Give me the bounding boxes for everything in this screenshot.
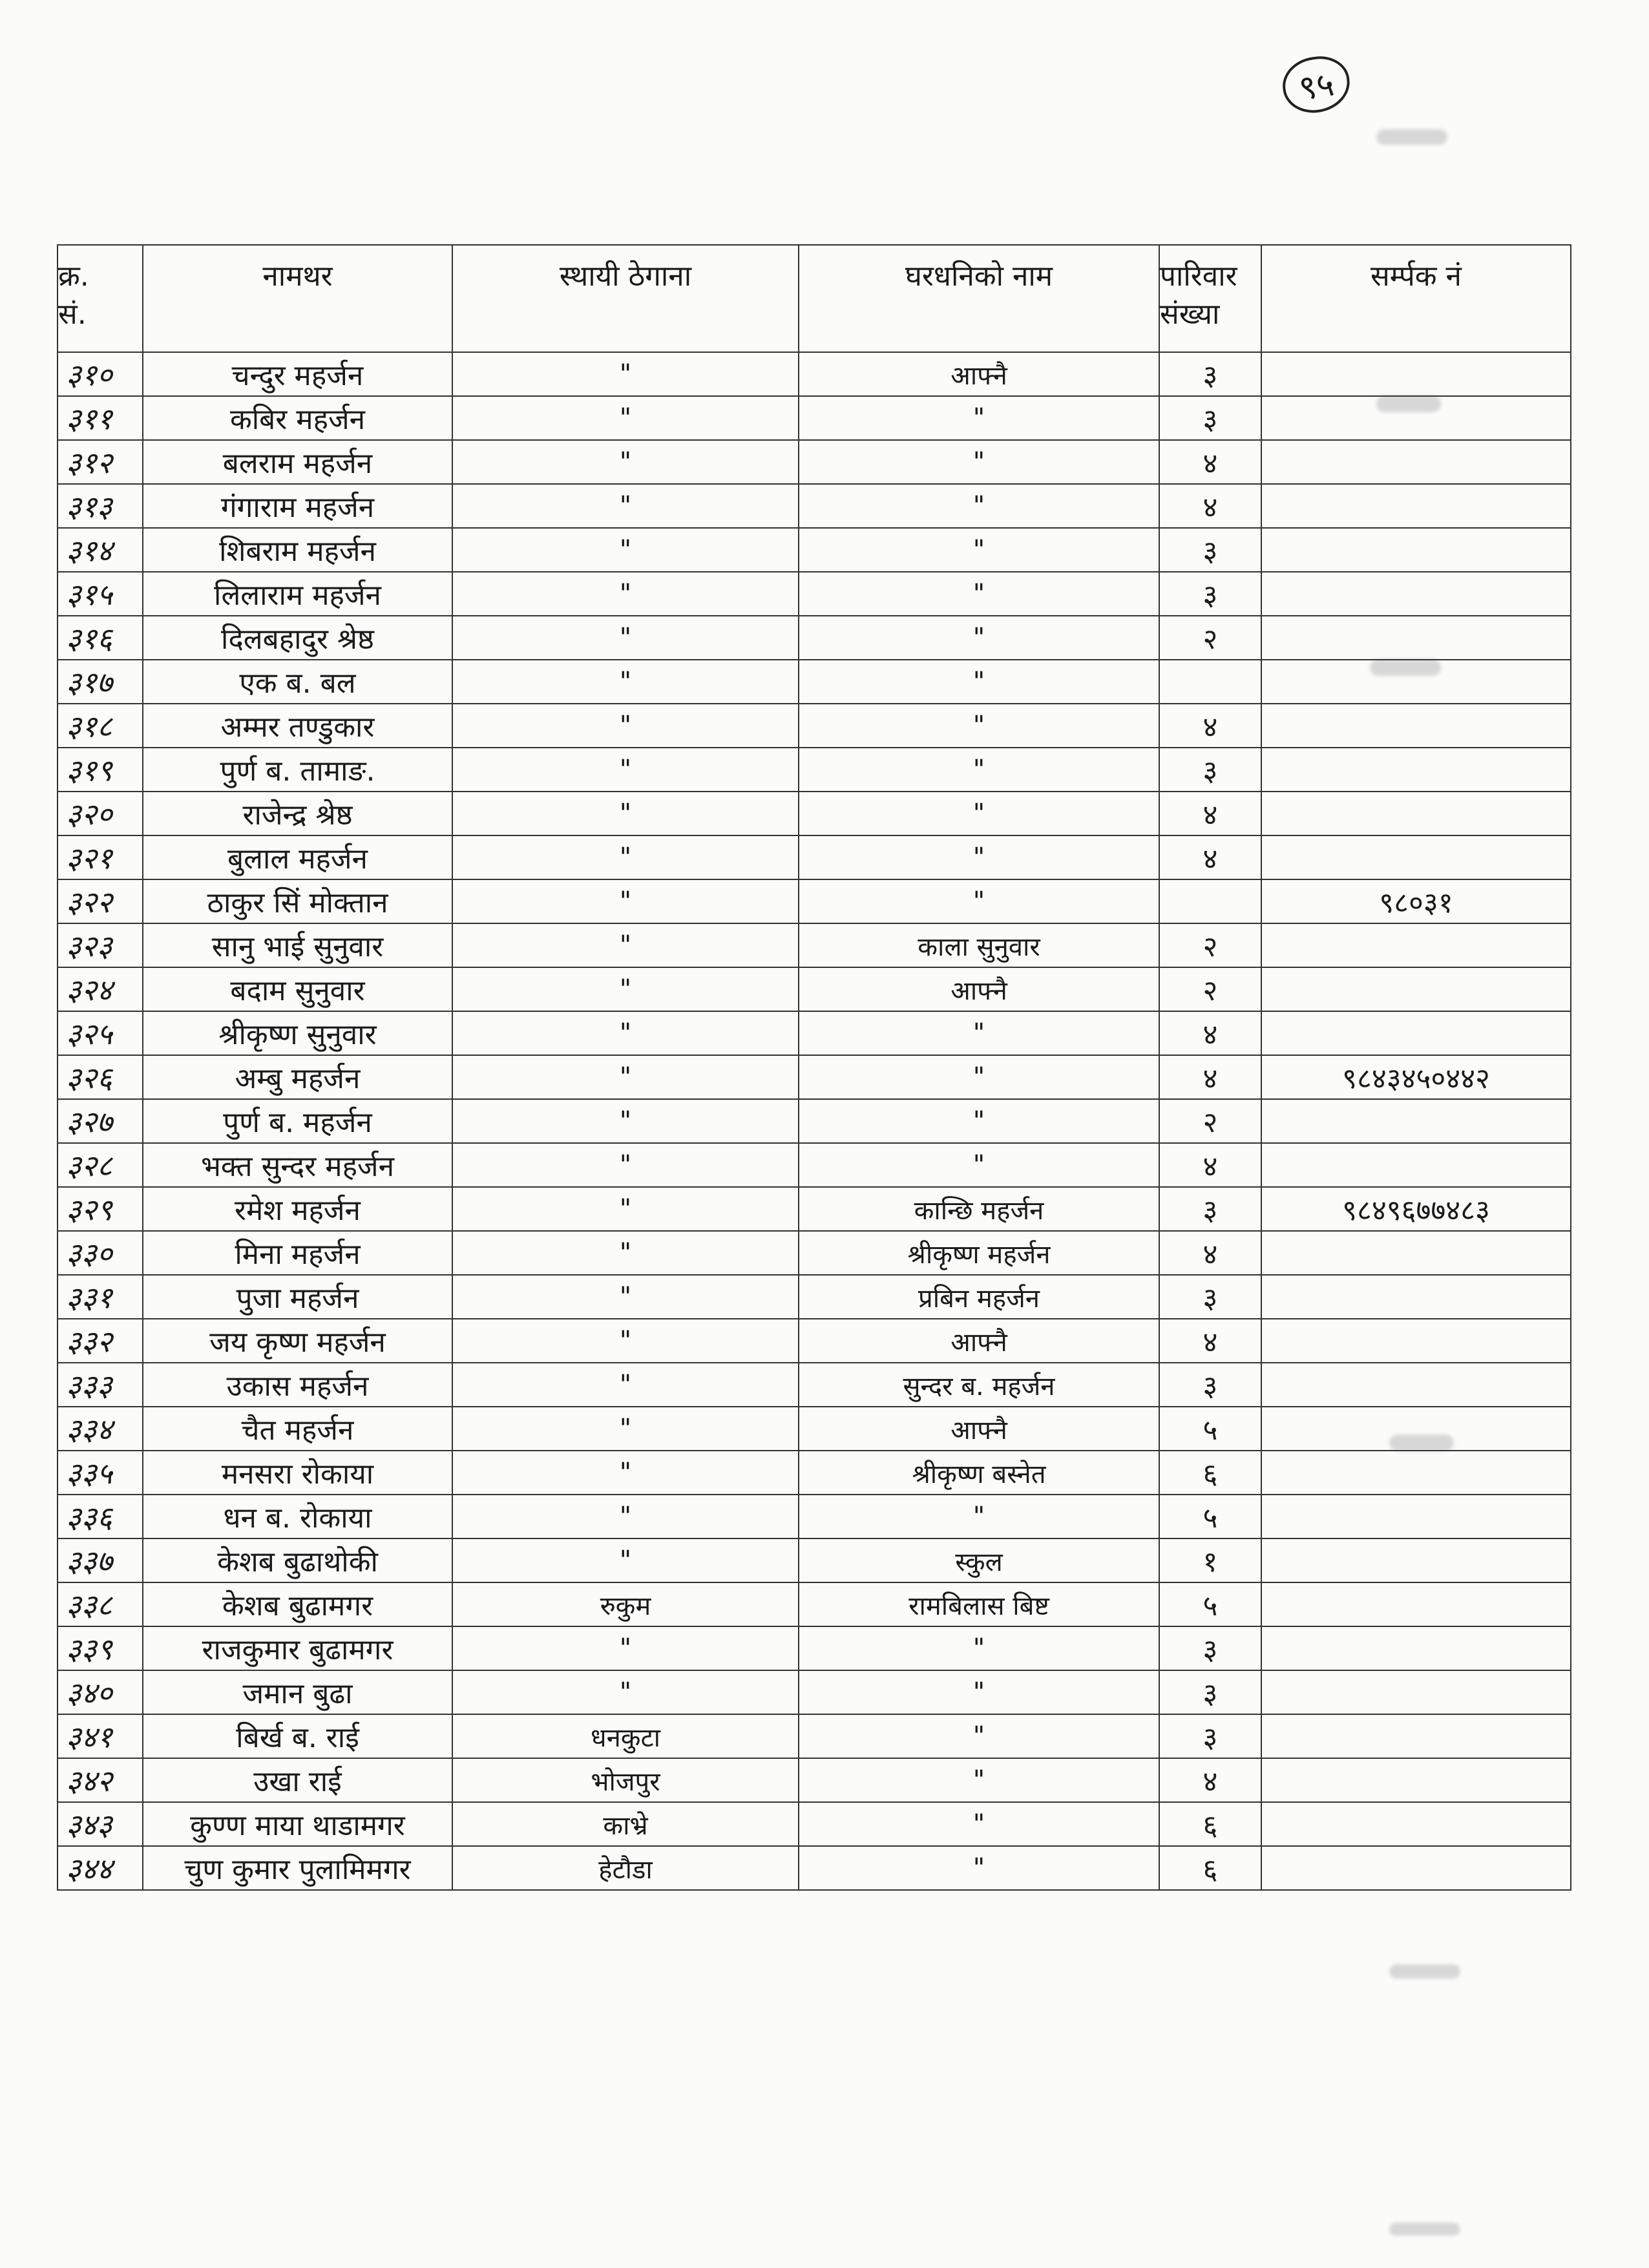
residents-table [57,244,1571,1891]
cell-family-count: ६ [1160,1451,1262,1495]
cell-serial-no: ३१९ [57,748,143,792]
cell-family-count: ४ [1160,485,1262,529]
cell-serial-no: ३३० [57,1232,143,1276]
cell-family-count: २ [1160,924,1262,968]
cell-contact [1262,572,1571,616]
cell-family-count: ६ [1160,1847,1262,1891]
cell-contact [1262,792,1571,836]
cell-contact [1262,1407,1571,1451]
cell-owner: " [799,572,1160,616]
cell-owner: " [799,1100,1160,1144]
cell-contact [1262,1276,1571,1319]
cell-address: " [453,968,799,1012]
cell-name: एक ब. बल [143,660,453,704]
cell-owner: " [799,748,1160,792]
cell-serial-no: ३१५ [57,572,143,616]
cell-address: " [453,529,799,572]
cell-serial-no: ३१६ [57,616,143,660]
cell-serial-no: ३१२ [57,441,143,485]
cell-name: मिना महर्जन [143,1232,453,1276]
cell-address: काभ्रे [453,1803,799,1847]
cell-serial-no: ३३५ [57,1451,143,1495]
redaction-smudge [1376,129,1447,145]
cell-owner: " [799,1759,1160,1803]
cell-contact [1262,1539,1571,1583]
cell-contact [1262,397,1571,441]
cell-owner: " [799,1144,1160,1188]
cell-family-count: ४ [1160,836,1262,880]
cell-family-count: ३ [1160,572,1262,616]
cell-name: राजकुमार बुढामगर [143,1627,453,1671]
cell-name: चन्दुर महर्जन [143,353,453,397]
cell-owner: श्रीकृष्ण महर्जन [799,1232,1160,1276]
cell-name: केशब बुढाथोकी [143,1539,453,1583]
cell-owner: श्रीकृष्ण बस्नेत [799,1451,1160,1495]
cell-serial-no: ३४२ [57,1759,143,1803]
cell-family-count: २ [1160,968,1262,1012]
cell-address: " [453,485,799,529]
cell-owner: " [799,1627,1160,1671]
cell-serial-no: ३२३ [57,924,143,968]
cell-address: " [453,880,799,924]
cell-address: हेटौडा [453,1847,799,1891]
cell-contact [1262,1144,1571,1188]
cell-serial-no: ३४१ [57,1715,143,1759]
cell-contact: ९८४९६७७४८३ [1262,1188,1571,1232]
cell-family-count: ४ [1160,792,1262,836]
cell-address: " [453,441,799,485]
cell-name: दिलबहादुर श्रेष्ठ [143,616,453,660]
cell-owner: " [799,397,1160,441]
cell-owner: आफ्नै [799,1407,1160,1451]
cell-owner: सुन्दर ब. महर्जन [799,1363,1160,1407]
cell-contact [1262,353,1571,397]
cell-address: " [453,1056,799,1100]
cell-address: भोजपुर [453,1759,799,1803]
cell-serial-no: ३२८ [57,1144,143,1188]
cell-owner: स्कुल [799,1539,1160,1583]
cell-family-count: ३ [1160,1188,1262,1232]
cell-name: जय कृष्ण महर्जन [143,1319,453,1363]
cell-address: " [453,836,799,880]
cell-name: सानु भाई सुनुवार [143,924,453,968]
cell-contact [1262,1803,1571,1847]
cell-contact [1262,748,1571,792]
cell-contact [1262,1847,1571,1891]
cell-owner: " [799,704,1160,748]
cell-family-count: ५ [1160,1407,1262,1451]
cell-family-count: ३ [1160,1671,1262,1715]
cell-serial-no: ३२६ [57,1056,143,1100]
cell-serial-no: ३३६ [57,1495,143,1539]
cell-owner: " [799,1056,1160,1100]
cell-address: " [453,1451,799,1495]
cell-owner: कान्छि महर्जन [799,1188,1160,1232]
cell-serial-no: ३१४ [57,529,143,572]
cell-family-count: ३ [1160,1276,1262,1319]
cell-address: रुकुम [453,1583,799,1627]
cell-contact [1262,1759,1571,1803]
cell-name: पुर्ण ब. महर्जन [143,1100,453,1144]
cell-owner: " [799,880,1160,924]
cell-name: चुण कुमार पुलामिमगर [143,1847,453,1891]
cell-owner: " [799,792,1160,836]
cell-name: ठाकुर सिं मोक्तान [143,880,453,924]
cell-serial-no: ३१० [57,353,143,397]
cell-contact: ९८०३१ [1262,880,1571,924]
cell-family-count: १ [1160,1539,1262,1583]
cell-address: " [453,616,799,660]
cell-name: बदाम सुनुवार [143,968,453,1012]
cell-serial-no: ३३८ [57,1583,143,1627]
cell-name: पुर्ण ब. तामाङ. [143,748,453,792]
cell-address: " [453,1144,799,1188]
cell-address: " [453,1232,799,1276]
cell-name: केशब बुढामगर [143,1583,453,1627]
cell-serial-no: ३२० [57,792,143,836]
cell-address: " [453,748,799,792]
cell-name: उकास महर्जन [143,1363,453,1407]
cell-contact [1262,1232,1571,1276]
cell-contact [1262,836,1571,880]
cell-family-count: २ [1160,616,1262,660]
table-header [57,244,1571,353]
cell-owner: " [799,529,1160,572]
cell-family-count: ३ [1160,529,1262,572]
cell-name: बिर्ख ब. राई [143,1715,453,1759]
cell-family-count: ३ [1160,353,1262,397]
cell-contact [1262,485,1571,529]
header-address: स्थायी ठेगाना [453,244,799,353]
cell-contact [1262,1363,1571,1407]
cell-family-count [1160,880,1262,924]
cell-owner: आफ्नै [799,968,1160,1012]
cell-family-count: ३ [1160,1627,1262,1671]
cell-address: " [453,1671,799,1715]
header-owner: घरधनिको नाम [799,244,1160,353]
cell-address: " [453,1627,799,1671]
cell-owner: " [799,485,1160,529]
cell-name: लिलाराम महर्जन [143,572,453,616]
cell-owner: आफ्नै [799,353,1160,397]
cell-owner: काला सुनुवार [799,924,1160,968]
cell-contact [1262,529,1571,572]
cell-family-count [1160,660,1262,704]
cell-name: शिबराम महर्जन [143,529,453,572]
cell-serial-no: ३३१ [57,1276,143,1319]
header-family [1160,244,1262,353]
cell-owner: प्रबिन महर्जन [799,1276,1160,1319]
cell-name: गंगाराम महर्जन [143,485,453,529]
cell-contact [1262,1012,1571,1056]
cell-contact [1262,1451,1571,1495]
cell-name: धन ब. रोकाया [143,1495,453,1539]
cell-address: " [453,924,799,968]
header-serial-no [57,244,143,353]
cell-serial-no: ३२४ [57,968,143,1012]
cell-family-count: ५ [1160,1583,1262,1627]
cell-contact [1262,1100,1571,1144]
cell-name: कुण्ण माया थाडामगर [143,1803,453,1847]
cell-address: " [453,1495,799,1539]
cell-owner: " [799,836,1160,880]
cell-owner: " [799,1715,1160,1759]
cell-address: " [453,397,799,441]
cell-serial-no: ३२१ [57,836,143,880]
cell-address: " [453,1188,799,1232]
redaction-smudge [1389,2223,1460,2236]
cell-serial-no: ३३३ [57,1363,143,1407]
cell-name: रमेश महर्जन [143,1188,453,1232]
cell-owner: " [799,660,1160,704]
cell-family-count: २ [1160,1100,1262,1144]
cell-family-count: ४ [1160,441,1262,485]
cell-family-count: ३ [1160,1363,1262,1407]
cell-contact [1262,1319,1571,1363]
cell-contact [1262,1495,1571,1539]
cell-serial-no: ३४३ [57,1803,143,1847]
cell-name: अम्बु महर्जन [143,1056,453,1100]
header-family-line1: पारिवार [1160,260,1237,293]
cell-address: " [453,1363,799,1407]
cell-family-count: ४ [1160,1759,1262,1803]
cell-serial-no: ३२२ [57,880,143,924]
cell-name: बलराम महर्जन [143,441,453,485]
cell-family-count: ३ [1160,397,1262,441]
cell-owner: " [799,1671,1160,1715]
cell-family-count: ४ [1160,1144,1262,1188]
cell-address: " [453,1012,799,1056]
cell-name: बुलाल महर्जन [143,836,453,880]
cell-family-count: ३ [1160,748,1262,792]
cell-serial-no: ३३४ [57,1407,143,1451]
cell-family-count: ३ [1160,1715,1262,1759]
cell-family-count: ४ [1160,1232,1262,1276]
cell-owner: " [799,1495,1160,1539]
cell-owner: " [799,1803,1160,1847]
cell-serial-no: ३११ [57,397,143,441]
cell-contact [1262,660,1571,704]
cell-family-count: ४ [1160,1012,1262,1056]
cell-owner: रामबिलास बिष्ट [799,1583,1160,1627]
cell-serial-no: ३३२ [57,1319,143,1363]
cell-name: कबिर महर्जन [143,397,453,441]
cell-serial-no: ३२९ [57,1188,143,1232]
cell-name: जमान बुढा [143,1671,453,1715]
cell-serial-no: ३३९ [57,1627,143,1671]
cell-contact: ९८४३४५०४४२ [1262,1056,1571,1100]
cell-address: " [453,1407,799,1451]
table-body [57,353,1571,1891]
cell-family-count: ६ [1160,1803,1262,1847]
header-serial-line1: क्र. [58,260,89,293]
cell-name: भक्त सुन्दर महर्जन [143,1144,453,1188]
cell-address: " [453,1276,799,1319]
cell-address: " [453,1319,799,1363]
cell-owner: " [799,441,1160,485]
header-family-line2: संख्या [1160,298,1220,331]
cell-name: अम्मर तण्डुकार [143,704,453,748]
cell-name: राजेन्द्र श्रेष्ठ [143,792,453,836]
cell-owner: आफ्नै [799,1319,1160,1363]
cell-address: " [453,1539,799,1583]
cell-name: श्रीकृष्ण सुनुवार [143,1012,453,1056]
cell-serial-no: ३१३ [57,485,143,529]
cell-name: चैत महर्जन [143,1407,453,1451]
cell-owner: " [799,1012,1160,1056]
cell-contact [1262,1583,1571,1627]
cell-contact [1262,704,1571,748]
cell-address: " [453,1100,799,1144]
cell-serial-no: ३१८ [57,704,143,748]
cell-contact [1262,924,1571,968]
header-serial-line2: सं. [58,298,87,331]
cell-contact [1262,441,1571,485]
cell-address: " [453,572,799,616]
cell-address: " [453,353,799,397]
cell-family-count: ४ [1160,1056,1262,1100]
cell-address: " [453,660,799,704]
page-number-stamp: ९५ [1279,52,1354,117]
cell-serial-no: ३४४ [57,1847,143,1891]
cell-address: धनकुटा [453,1715,799,1759]
cell-contact [1262,1671,1571,1715]
cell-contact [1262,1627,1571,1671]
cell-serial-no: ३३७ [57,1539,143,1583]
cell-contact [1262,616,1571,660]
cell-name: मनसरा रोकाया [143,1451,453,1495]
cell-family-count: ४ [1160,704,1262,748]
cell-family-count: ४ [1160,1319,1262,1363]
cell-serial-no: ३२५ [57,1012,143,1056]
header-name: नामथर [143,244,453,353]
redaction-smudge [1389,1964,1460,1979]
cell-owner: " [799,1847,1160,1891]
cell-serial-no: ३२७ [57,1100,143,1144]
header-contact: सर्म्पक नं [1262,244,1571,353]
cell-address: " [453,792,799,836]
cell-family-count: ५ [1160,1495,1262,1539]
cell-owner: " [799,616,1160,660]
cell-name: पुजा महर्जन [143,1276,453,1319]
cell-address: " [453,704,799,748]
cell-contact [1262,1715,1571,1759]
cell-serial-no: ३१७ [57,660,143,704]
cell-contact [1262,968,1571,1012]
cell-name: उखा राई [143,1759,453,1803]
cell-serial-no: ३४० [57,1671,143,1715]
